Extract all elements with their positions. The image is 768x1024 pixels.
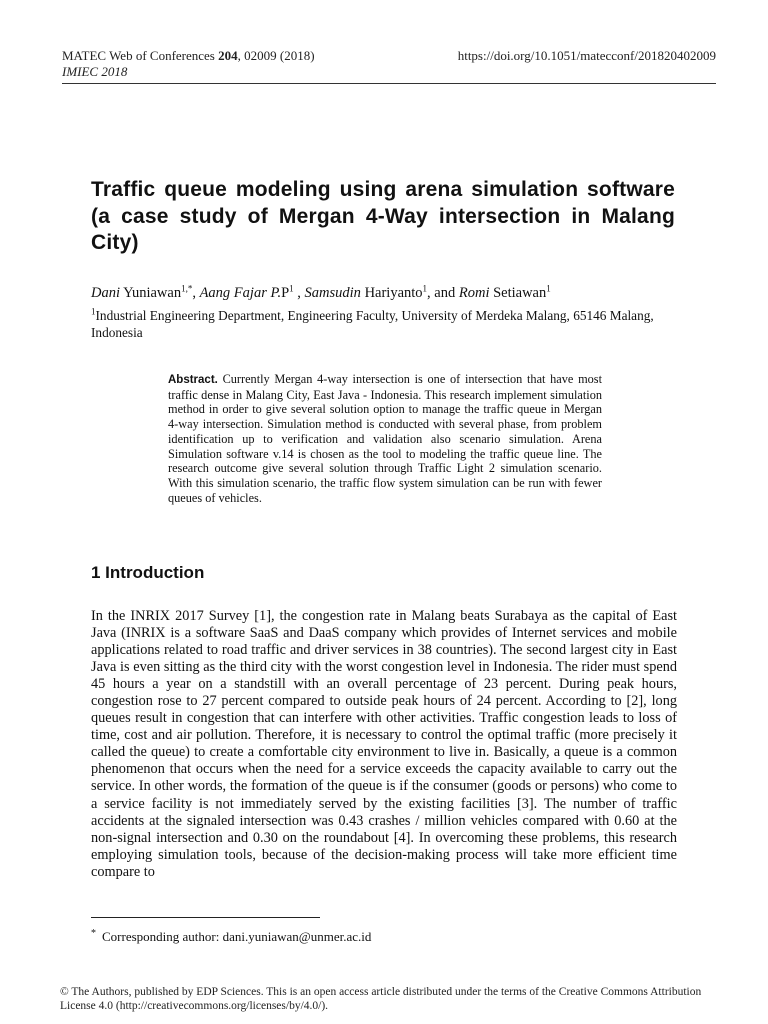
license-notice: © The Authors, published by EDP Sciences. This is an open access article distributed under the terms of the Creative Commons Attribution License 4.0 (http://creativecommons.org/licenses/by/4.0/). — [60, 986, 702, 1012]
paper-title: Traffic queue modeling using arena simulation software (a case study of Mergan 4-Way intersection in Malang City) — [91, 178, 675, 254]
footnote-mark: * — [91, 927, 96, 939]
affiliation-text: Industrial Engineering Department, Engineering Faculty, University of Merdeka Malang, 65146 Malang, Indonesia — [91, 308, 654, 340]
journal-article-number: , 02009 (2018) — [237, 48, 315, 63]
author-affiliation-mark: 1,* — [181, 283, 193, 294]
journal-volume: 204 — [218, 48, 238, 63]
author-given-name: Dani — [91, 285, 120, 301]
author-separator: , — [192, 285, 200, 301]
author-family-name: Setiawan — [489, 285, 547, 301]
author-family-name: Yuniawan — [120, 285, 182, 301]
author-separator: , and — [427, 285, 459, 301]
author-given-name: Samsudin — [304, 285, 361, 301]
journal-name: MATEC Web of Conferences — [62, 48, 219, 63]
author-family-name: P — [281, 285, 290, 301]
abstract — [168, 372, 602, 505]
footnote — [91, 929, 371, 945]
footnote-divider — [91, 917, 320, 918]
author-given-name: Aang Fajar P. — [199, 285, 282, 301]
author-list — [91, 284, 691, 302]
author-affiliation-mark: 1 — [289, 283, 294, 294]
affiliation — [91, 307, 666, 341]
author-given-name: Romi — [458, 285, 490, 301]
author-family-name: Hariyanto — [360, 285, 423, 301]
header-divider — [62, 83, 716, 84]
abstract-text: Currently Mergan 4-way intersection is one of intersection that have most traffic dense in Malang City, East Java - Indonesia. This research implement simulation method in order to give several solution option to manage the traffic queue in Mergan 4-way intersection. Simulation method is conducted with several phase, from problem identification up to verification and validation also scenario simulation. Arena Simulation software v.14 is chosen as the tool to modeling the traffic queue line. The research outcome give several solution through Traffic Light 2 simulation scenario. With this simulation scenario, the traffic flow system simulation can be run with fewer queues of vehicles. — [168, 372, 602, 505]
affiliation-mark: 1 — [91, 306, 96, 317]
introduction-body: In the INRIX 2017 Survey [1], the congestion rate in Malang beats Surabaya as the capital of East Java (INRIX is a software SaaS and DaaS company which provides of Internet services and mobile applications related to road traffic and driver services in 38 countries). The second largest city in East Java is even sitting as the third city with the worst congestion level in Indonesia. The rider must spend 45 hours a year on a standstill with an overall percentage of 23 percent. During peak hours, congestion rose to 27 percent compared to outside peak hours of 24 percent. According to [2], long queues result in congestion that can interfere with other activities. Traffic congestion leads to loss of time, cost and air pollution. Therefore, it is necessary to control the optimal traffic (more precisely it called the queue) to create a comfortable city environment to live in. Basically, a queue is a common phenomenon that occurs when the need for a service exceeds the capacity available to carry out the service. In other words, the formation of the queue is if the consumer (goods or persons) who come to a service facility is not immediately served by the existing facilities [3]. The number of traffic accidents at the signaled intersection was 0.43 crashes / million vehicles compared with 0.60 at the non-signal intersection and 0.30 on the roundabout [4]. In overcoming these problems, this research employing simulation tools, because of the decision-making process will take more efficient time compare to — [91, 608, 677, 880]
conference-name: IMIEC 2018 — [62, 64, 128, 79]
section-heading: 1 Introduction — [91, 563, 205, 582]
doi-link[interactable]: https://doi.org/10.1051/matecconf/201820402009 — [457, 48, 716, 63]
author-affiliation-mark: 1 — [546, 283, 551, 294]
footnote-text: Corresponding author: dani.yuniawan@unmer.ac.id — [102, 929, 372, 944]
author-affiliation-mark: 1 — [422, 283, 428, 294]
abstract-label: Abstract. — [168, 374, 218, 386]
author-separator: , — [293, 285, 305, 301]
journal-citation — [62, 48, 315, 64]
